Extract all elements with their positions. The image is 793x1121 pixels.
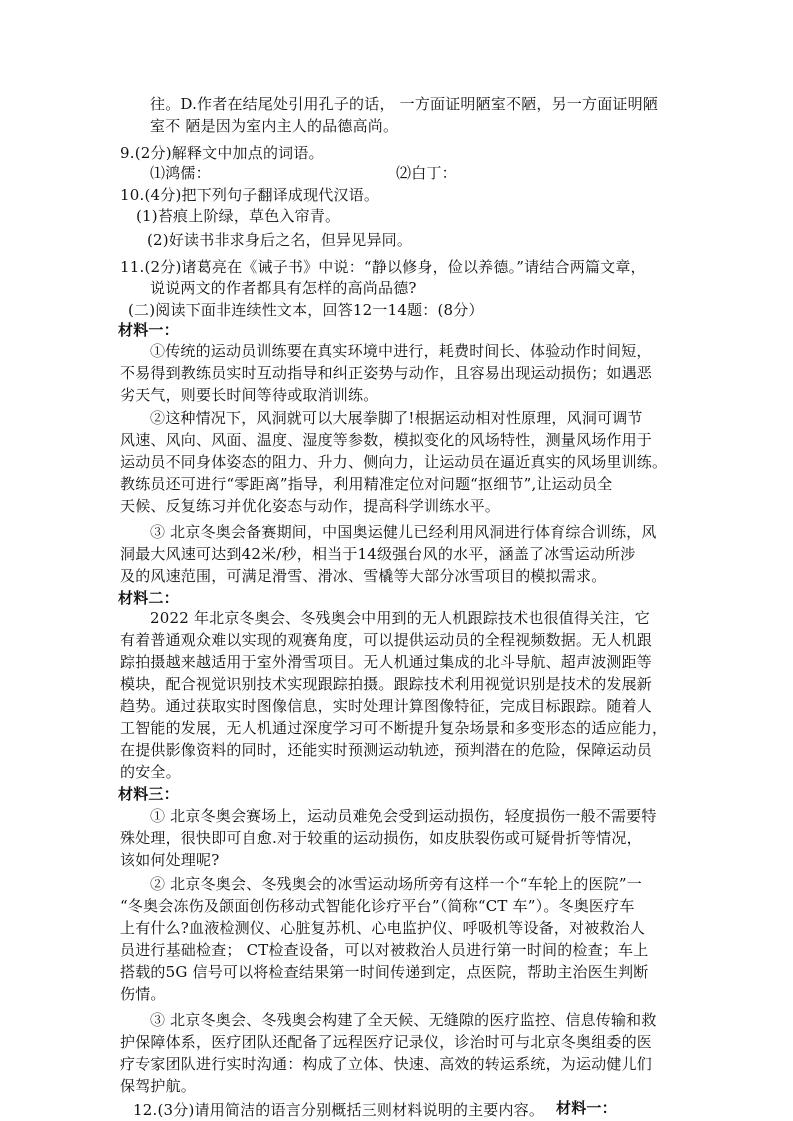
text-line: 护保障体系，医疗团队还配备了远程医疗记录仪，诊治时可与北京冬奥组委的医 [120, 1033, 653, 1051]
question-10: 10.(4分)把下列句子翻译成现代汉语。 [120, 186, 380, 204]
text-line: 殊处理，很快即可自愈.对于较重的运动损伤，如皮肤裂伤或可疑骨折等情况， [120, 829, 642, 847]
question-11: 11.(2分)诸葛亮在《诫子书》中说：“静以修身，俭以养德。”请结合两篇文章， [120, 258, 646, 276]
text-line: 员进行基础检查； CT检查设备，可以对被救治人员进行第一时间的检查；车上 [120, 941, 649, 959]
text-line: 往。D.作者在结尾处引用孔子的话， 一方面证明陋室不陋，另一方面证明陋 [150, 95, 659, 113]
text-line: 踪拍摄越来越适用于室外滑雪项目。无人机通过集成的北斗导航、超声波测距等 [120, 653, 653, 671]
material-1-heading: 材料一： [118, 321, 179, 339]
text-line: 伤情。 [120, 985, 166, 1003]
text-line: 的安全。 [120, 763, 181, 781]
question-9: 9.(2分)解释文中加点的词语。 [120, 144, 324, 162]
text-line: 保驾护航。 [120, 1077, 197, 1095]
text-line: ③ 北京冬奥会备赛期间，中国奥运健儿已经利用风洞进行体育综合训练，风 [150, 523, 657, 541]
question-9-item-2: ⑵白丁： [396, 164, 457, 182]
question-9-item-1: ⑴鸿儒： [150, 164, 211, 182]
text-line: 及的风速范围，可满足滑雪、滑冰、雪橇等大部分冰雪项目的模拟需求。 [120, 567, 607, 585]
text-line: 该如何处理呢? [120, 851, 220, 869]
material-3-heading: 材料三： [118, 785, 179, 803]
text-line: 趋势。通过获取实时图像信息，实时处理计算图像特征，完成目标跟踪。随着人 [120, 697, 653, 715]
text-line: 教练员还可进行“零距离”指导，利用精准定位对问题“抠细节”,让运动员全 [120, 475, 613, 493]
text-line: 疗专家团队进行实时沟通：构成了立体、快速、高效的转运系统，为运动健儿们 [120, 1055, 653, 1073]
text-line: 运动员不同身体姿态的阻力、升力、侧向力，让运动员在逼近真实的风场里训练。 [120, 453, 668, 471]
section-heading: (二)阅读下面非连续性文本，回答12一14题：(8分） [128, 301, 484, 319]
text-line: “冬奥会冻伤及颌面创伤移动式智能化诊疗平台”（简称“CT 车”）。冬奥医疗车 [120, 897, 635, 915]
text-line: 模块，配合视觉识别技术实现跟踪拍摄。跟踪技术利用视觉识别是技术的发展新 [120, 675, 653, 693]
question-10-item-2: (2)好读书非求身后之名，但异见异同。 [147, 231, 413, 249]
question-12: 12.(3分)请用简洁的语言分别概括三则材料说明的主要内容。 [133, 1101, 545, 1119]
text-line: 劣天气，则要长时间等待或取消训练。 [120, 386, 379, 404]
text-line: 有着普通观众难以实现的观赛角度，可以提供运动员的全程视频数据。无人机跟 [120, 631, 653, 649]
text-line: ② 北京冬奥会、冬残奥会的冰雪运动场所旁有这样一个“车轮上的医院”一 [150, 875, 642, 893]
text-line: 说说两文的作者都具有怎样的高尚品德? [150, 279, 417, 297]
text-line: ① 北京冬奥会赛场上，运动员难免会受到运动损伤，轻度损伤一般不需要特 [150, 807, 657, 825]
text-line: 室不 陋是因为室内主人的品德高尚。 [150, 117, 399, 135]
text-line: 在提供影像资料的同时，还能实时预测运动轨迹，预判潜在的危险，保障运动员 [120, 741, 653, 759]
text-line: 2022 年北京冬奥会、冬残奥会中用到的无人机跟踪技术也很值得关注，它 [150, 609, 650, 627]
material-2-heading: 材料二： [118, 589, 179, 607]
text-line: 天候、反复练习并优化姿态与动作，提高科学训练水平。 [120, 497, 501, 515]
text-line: ③ 北京冬奥会、冬残奥会构建了全天候、无缝隙的医疗监控、信息传输和救 [150, 1011, 657, 1029]
material-1-label: 材料一： [556, 1099, 617, 1117]
text-line: 工智能的发展，无人机通过深度学习可不断提升复杂场景和多变形态的适应能力， [120, 719, 668, 737]
text-line: 不易得到教练员实时互动指导和纠正姿势与动作，且容易出现运动损伤；如遇恶 [120, 364, 653, 382]
text-line: ①传统的运动员训练要在真实环境中进行，耗费时间长、体验动作时间短， [150, 342, 652, 360]
text-line: 洞最大风速可达到42米/秒，相当于14级强台风的水平，涵盖了冰雪运动所涉 [120, 545, 636, 563]
text-line: 搭载的5G 信号可以将检查结果第一时间传递到定，点医院，帮助主治医生判断 [120, 963, 649, 981]
question-10-item-1: (1)苔痕上阶绿，草色入帘青。 [136, 207, 341, 225]
text-line: 上有什么?血液检测仪、心脏复苏机、心电监护仪、呼吸机等设备，对被救治人 [120, 919, 646, 937]
text-line: ②这种情况下，风洞就可以大展拳脚了!根据运动相对性原理，风洞可调节 [150, 409, 643, 427]
text-line: 风速、风向、风面、温度、湿度等参数，模拟变化的风场特性，测量风场作用于 [120, 431, 653, 449]
